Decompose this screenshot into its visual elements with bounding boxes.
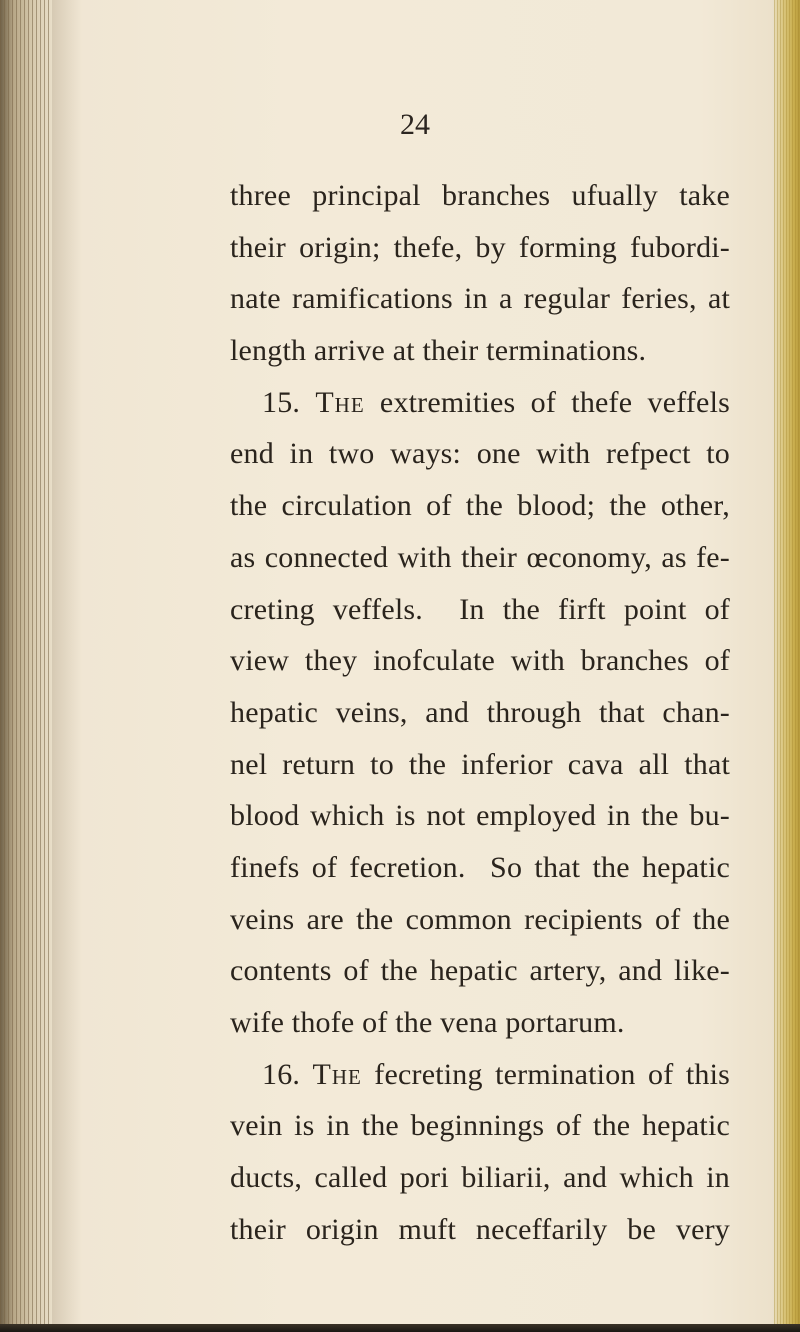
line-text: extremities of thefe veffels: [364, 385, 730, 419]
line-text: their origin muft neceffarily be very: [230, 1212, 730, 1246]
line-text: nate ramifications in a regular feries, at: [230, 282, 730, 316]
body-text: [230, 170, 730, 1255]
book-gutter: [0, 0, 52, 1332]
text-line: [230, 997, 730, 1049]
small-caps-word: The: [315, 385, 365, 419]
small-caps-word: The: [312, 1057, 362, 1091]
text-line: [230, 842, 730, 894]
line-text: end in two ways: one with refpect to: [230, 437, 730, 471]
page-bottom-edge: [0, 1324, 800, 1332]
text-line: [230, 1204, 730, 1256]
text-line: [230, 635, 730, 687]
text-line: [230, 325, 730, 377]
line-text: blood which is not employed in the bu-: [230, 799, 730, 833]
page-fore-edge: [774, 0, 800, 1332]
line-text: the circulation of the blood; the other,: [230, 489, 730, 523]
text-line: [230, 945, 730, 997]
text-line: [230, 532, 730, 584]
line-text: length arrive at their terminations.: [230, 334, 647, 368]
paragraph-start-line: [230, 377, 730, 429]
line-text: wife thofe of the vena portarum.: [230, 1006, 625, 1039]
line-text: three principal branches ufually take: [230, 179, 730, 212]
line-text: fecreting termination of this: [361, 1057, 731, 1091]
text-line: [230, 584, 730, 636]
line-text: contents of the hepatic artery, and like-: [230, 954, 730, 988]
line-text: nel return to the inferior cava all that: [230, 747, 730, 781]
line-text: creting veffels. In the firft point of: [230, 592, 730, 626]
line-text: vein is in the beginnings of the hepatic: [230, 1109, 730, 1143]
text-line: [230, 480, 730, 532]
text-line: [230, 273, 730, 325]
paragraph-number: 15.: [262, 385, 301, 419]
line-text: finefs of fecretion. So that the hepatic: [230, 850, 730, 884]
text-line: [230, 1100, 730, 1152]
text-line: [230, 170, 730, 222]
line-text: their origin; thefe, by forming fubordi-: [230, 230, 730, 264]
line-text: veins are the common recipients of the: [230, 902, 730, 936]
paragraph-start-line: [230, 1049, 730, 1101]
page-number: 24: [400, 108, 430, 141]
text-line: [230, 687, 730, 739]
text-line: [230, 428, 730, 480]
line-text: ducts, called pori biliarii, and which in: [230, 1161, 730, 1195]
text-line: [230, 790, 730, 842]
line-text: hepatic veins, and through that chan-: [230, 695, 730, 729]
line-text: as connected with their œconomy, as fe-: [230, 540, 730, 574]
text-line: [230, 222, 730, 274]
text-line: [230, 739, 730, 791]
line-text: view they inofculate with branches of: [230, 644, 730, 678]
text-line: [230, 894, 730, 946]
gutter-shadow: [52, 0, 82, 1332]
paragraph-number: 16.: [262, 1057, 301, 1091]
text-line: [230, 1152, 730, 1204]
